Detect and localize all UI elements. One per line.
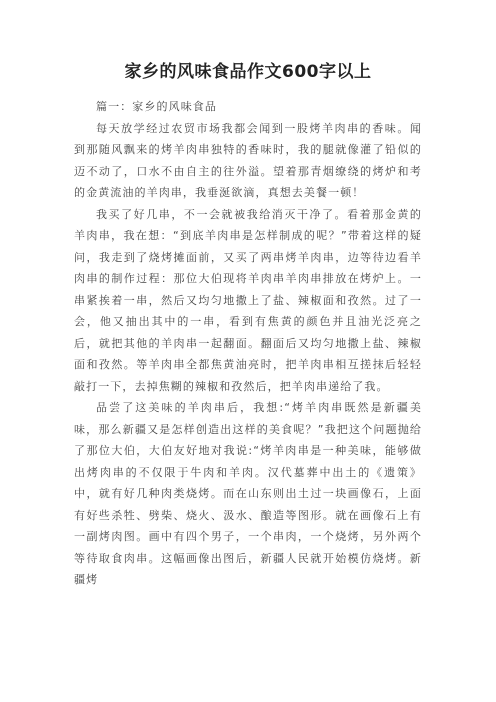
paragraph-3: 品尝了这美味的羊肉串后，我想:“烤羊肉串既然是新疆美味，那么新疆又是怎样创造出这样的美食呢？”我把这个问题抛给了那位大伯，大伯友好地对我说:“烤羊肉串是一种美味，能够做出烤肉串的不仅限于牛肉和羊肉。汉代墓葬中出土的《遗策》中，就有好几种肉类烧烤。而在山东则出土过一块画像石，上面有好些杀牲、劈柴、烧火、汲水、酿造等图形。就在画像石上有一副烤肉图。画中有四个男子，一个串肉，一个烧烤，另外两个等待取食肉串。这幅画像出图后，新疆人民就开始模仿烧烤。新疆烤 — [74, 401, 422, 586]
paragraph-1: 每天放学经过农贸市场我都会闻到一股烤羊肉串的香味。闻到那随风飘来的烤羊肉串独特的香味时，我的腿就像灌了铅似的迈不动了，口水不由自主的往外溢。望着那青烟缭绕的烤炉和考的金黄流油的羊肉串，我垂涎欲滴，真想去美餐一顿！ — [74, 121, 422, 199]
paragraph-2: 我买了好几串，不一会就被我给消灭干净了。看着那金黄的羊肉串，我在想：“到底羊肉串是怎样制成的呢？”带着这样的疑问，我走到了烧烤摊面前，又买了两串烤羊肉串，边等待边看羊肉串的制作过程：那位大伯现将羊肉串羊肉串排放在烤炉上。一串紧挨着一串，然后又均匀地撒上了盐、辣椒面和孜然。过了一会，他又抽出其中的一串，看到有焦黄的颜色并且油光泛亮之后，就把其他的羊肉串一起翻面。翻面后又均匀地撒上盐、辣椒面和孜然。等羊肉串全都焦黄油亮时，把羊肉串相互搓抹后轻轻敲打一下，去掉焦糊的辣椒和孜然后，把羊肉串递给了我。 — [74, 207, 422, 393]
document-body — [74, 96, 422, 591]
section-heading: 篇一：家乡的风味食品 — [96, 100, 217, 113]
document-title: 家乡的风味食品作文600字以上 — [124, 62, 372, 82]
